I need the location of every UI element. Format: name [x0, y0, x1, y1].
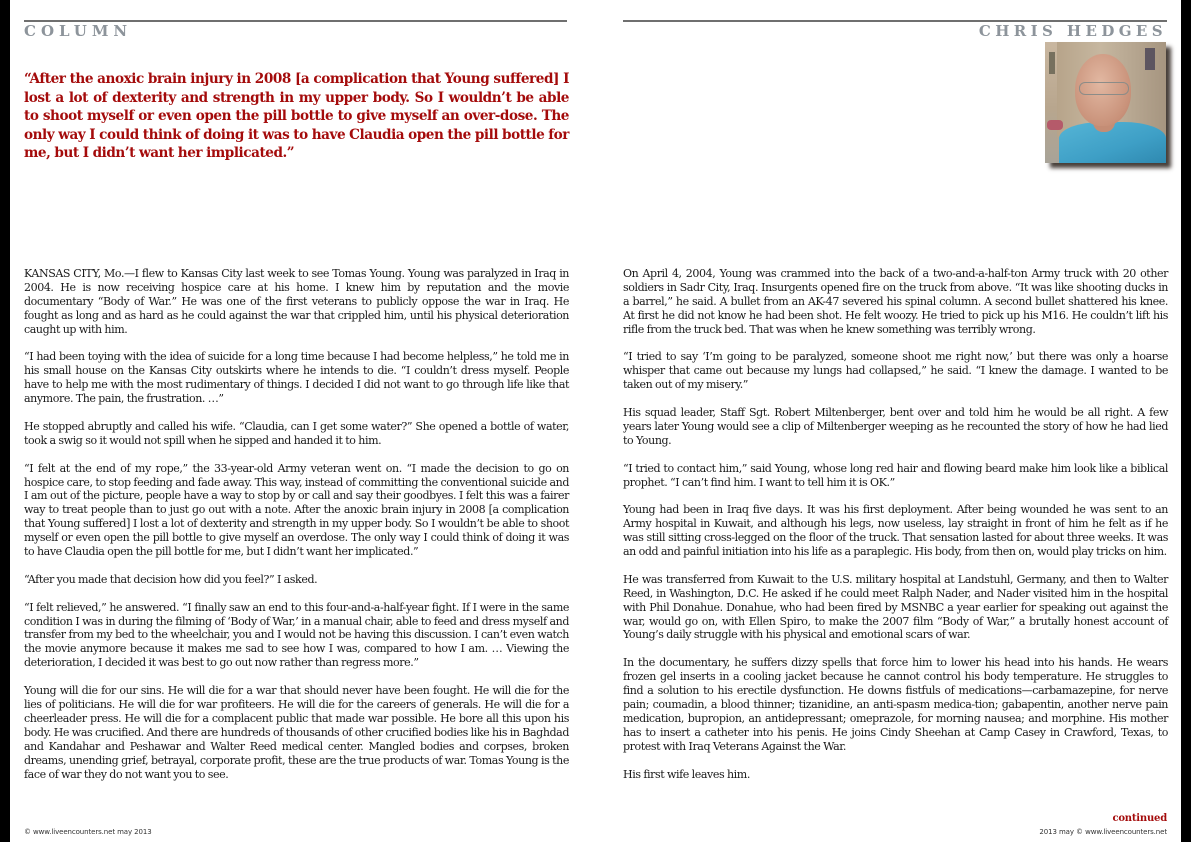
paragraph: Young will die for our sins. He will die for a war that should never have been fought. He will die for the lies of politicians. He will die for war profiteers. He will die for the careers of generals. He will die for a cheerleader press. He will die for a complacent public that made war possible. He bore all this upon his body. He was crucified. And there are hundreds of thousands of other crucified bodies like his in Baghdad and Kandahar and Peshawar and Walter Reed medical center. Mangled bodies and corpses, broken dreams, unending grief, betrayal, corporate profit, these are the true products of war. Tomas Young is the face of war they do not want you to see. [24, 684, 569, 781]
author-name-label: CHRIS HEDGES [978, 22, 1167, 40]
footer-right: 2013 may © www.liveencounters.net [1039, 828, 1167, 836]
paragraph: In the documentary, he suffers dizzy spells that force him to lower his head into his hands. He wears frozen gel inserts in a cooling jacket because he cannot control his body temperature. He struggles to find a solution to his erectile dysfunction. He downs fistfuls of medications—carbamazepine, for nerve pain; coumadin, a blood thinner; tizanidine, an anti-spasm medica-tion; gabapentin, another nerve pain medication, bupropion, an antidepressant; omeprazole, for morning nausea; and morphine. His mother has to insert a catheter into his penis. He joins Cindy Sheehan at Camp Casey in Crawford, Texas, to protest with Iraq Veterans Against the War. [623, 656, 1168, 753]
paragraph: His squad leader, Staff Sgt. Robert Miltenberger, bent over and told him he would be all right. A few years later Young would see a clip of Miltenberger weeping as he recounted the story of how he had lied to Young. [623, 406, 1168, 447]
paragraph: “I had been toying with the idea of suicide for a long time because I had become helpless,” he told me in his small house on the Kansas City outskirts where he intends to die. “I couldn’t dress myself. People have to help me with the most rudimentary of things. I decided I did not want to go through life like that anymore. The pain, the frustration. …” [24, 350, 569, 406]
left-page-edge [0, 0, 10, 842]
section-label-column: COLUMN [24, 22, 133, 40]
author-photo [1045, 42, 1166, 163]
paragraph: “I felt at the end of my rope,” the 33-year-old Army veteran went on. “I made the decision to go on hospice care, to stop feeding and fade away. This way, instead of committing the conventional suicide and I am out of the picture, people have a way to stop by or call and say their goodbyes. I felt this was a fairer way to treat people than to just go out with a note. After the anoxic brain injury in 2008 [a complication that Young suffered] I lost a lot of dexterity and strength in my upper body. So I wouldn’t be able to shoot myself or even open the pill bottle to give myself an overdose. The only way I could think of doing it was to have Claudia open the pill bottle for me, but I didn’t want her implicated.” [24, 461, 569, 559]
right-page-edge [1181, 0, 1191, 842]
paragraph: He was transferred from Kuwait to the U.S. military hospital at Landstuhl, Germany, and then to Walter Reed, in Washington, D.C. He asked if he could meet Ralph Nader, and Nader visited him in the hospital with Phil Donahue. Donahue, who had been fired by MSNBC a year earlier for speaking out against the war, would go on, with Ellen Spiro, to make the 2007 film “Body of War,” a brutally honest account of Young’s daily struggle with his physical and emotional scars of war. [623, 572, 1168, 642]
photo-flowers [1047, 120, 1063, 130]
photo-window [1145, 48, 1155, 70]
paragraph: Young had been in Iraq five days. It was his first deployment. After being wounded he was sent to an Army hospital in Kuwait, and although his legs, now useless, lay straight in front of him he felt as if he was still sitting cross-legged on the floor of the truck. That sensation lasted for about three weeks. It was an odd and painful initiation into his life as a paraplegic. His body, from then on, would play tricks on him. [623, 503, 1168, 559]
photo-glasses [1079, 82, 1129, 95]
continued-link[interactable]: continued [1112, 813, 1167, 824]
photo-window [1049, 52, 1055, 74]
footer-left: © www.liveencounters.net may 2013 [24, 828, 152, 836]
paragraph: “I tried to contact him,” said Young, whose long red hair and flowing beard make him look like a biblical prophet. “I can’t find him. I want to tell him it is OK.” [623, 461, 1168, 489]
article-column-right [623, 267, 1168, 795]
paragraph: He stopped abruptly and called his wife. “Claudia, can I get some water?” She opened a bottle of water, took a swig so it would not spill when he sipped and handed it to him. [24, 419, 569, 447]
paragraph: “I felt relieved,” he answered. “I finally saw an end to this four-and-a-half-year fight. If I were in the same condition I was in during the filming of ‘Body of War,’ in a manual chair, able to feed and dress myself and transfer from my bed to the wheelchair, you and I would not be having this discussion. I can’t even watch the movie anymore because it makes me sad to see how I was, compared to how I am. … Viewing the deterioration, I decided it was best to go out now rather than regress more.” [24, 600, 569, 670]
pull-quote: “After the anoxic brain injury in 2008 [a complication that Young suffered] I lost a lot of dexterity and strength in my upper body. So I wouldn’t be able to shoot myself or even open the pill bottle to give myself an over-dose. The only way I could think of doing it was to have Claudia open the pill bottle for me, but I didn’t want her implicated.” [24, 71, 569, 162]
paragraph: KANSAS CITY, Mo.—I flew to Kansas City last week to see Tomas Young. Young was paralyzed in Iraq in 2004. He is now receiving hospice care at his home. I knew him by reputation and the movie documentary “Body of War.” He was one of the first veterans to publicly oppose the war in Iraq. He fought as long and as hard as he could against the war that crippled him, until his physical deterioration caught up with him. [24, 267, 569, 336]
article-column-left [24, 267, 569, 795]
paragraph: His first wife leaves him. [623, 767, 750, 781]
paragraph: “I tried to say ‘I’m going to be paralyzed, someone shoot me right now,’ but there was only a hoarse whisper that came out because my lungs had collapsed,” he said. “I knew the damage. I wanted to be taken out of my misery.” [623, 350, 1168, 392]
paragraph: “After you made that decision how did you feel?” I asked. [24, 572, 318, 586]
paragraph: On April 4, 2004, Young was crammed into the back of a two-and-a-half-ton Army truck with 20 other soldiers in Sadr City, Iraq. Insurgents opened fire on the truck from above. “It was like shooting ducks in a barrel,” he said. A bullet from an AK-47 severed his spinal column. A second bullet shattered his knee. At first he did not know he had been shot. He felt woozy. He tried to pick up his M16. He couldn’t lift his rifle from the truck bed. That was when he knew something was terribly wrong. [623, 267, 1168, 336]
